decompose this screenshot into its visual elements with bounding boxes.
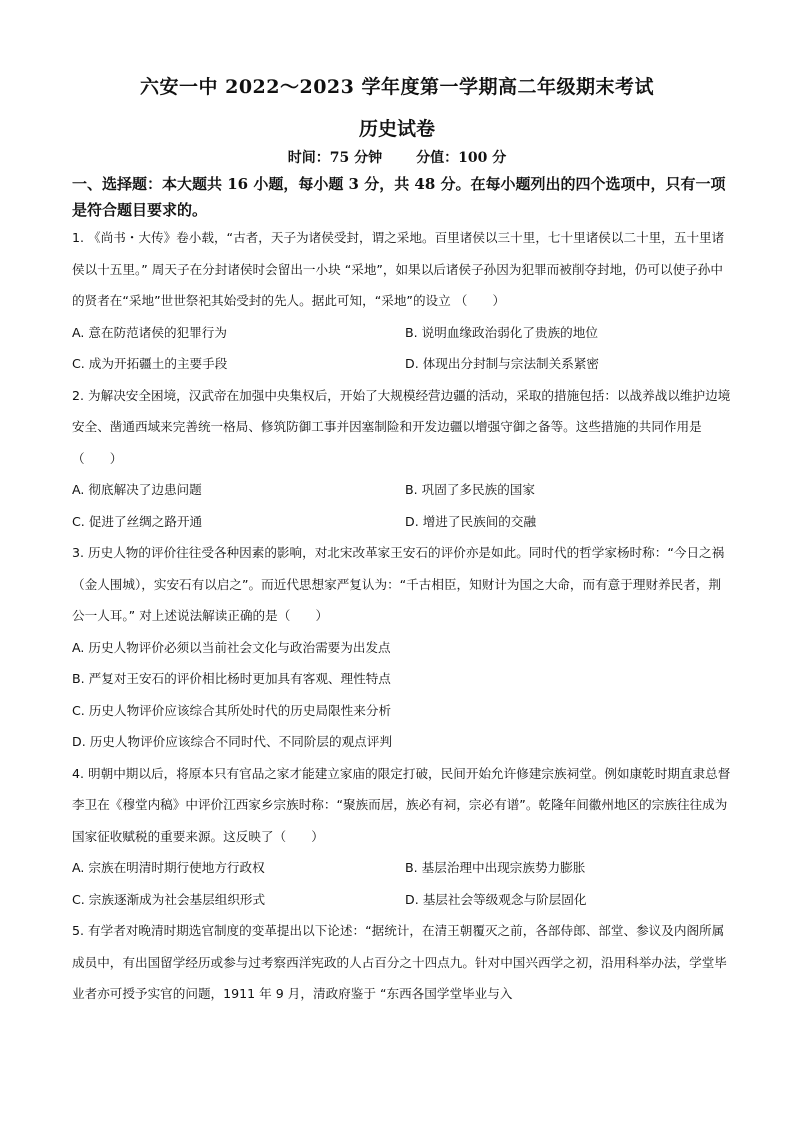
- exam-time: 时间：75 分钟: [287, 150, 383, 166]
- question-2: [72, 380, 732, 538]
- option-d: D. 基层社会等级观念与阶层固化: [405, 891, 587, 907]
- option-b: B. 严复对王安石的评价相比杨时更加具有客观、理性特点: [72, 671, 391, 686]
- option-a: A. 意在防范诸侯的犯罪行为: [72, 324, 227, 340]
- option-c: C. 宗族逐渐成为社会基层组织形式: [72, 891, 266, 907]
- section-heading: 一、选择题：本大题共 16 小题，每小题 3 分，共 48 分。在每小题列出的四个选项中，只有一项是符合题目要求的。: [72, 175, 726, 219]
- option-a: A. 彻底解决了边患问题: [72, 482, 202, 497]
- question-1: [72, 222, 732, 380]
- option-d: D. 历史人物评价应该综合不同时代、不同阶层的观点评判: [72, 734, 392, 749]
- exam-title: 六安一中 2022～2023 学年度第一学期高二年级期末考试: [140, 76, 654, 98]
- option-list: [72, 317, 732, 380]
- option-b: B. 巩固了多民族的国家: [405, 482, 535, 497]
- option-d: D. 体现出分封制与宗法制关系紧密: [405, 356, 600, 371]
- question-4: [72, 758, 732, 916]
- option-list: [72, 474, 732, 537]
- question-5: [72, 915, 732, 1010]
- question-3: [72, 537, 732, 758]
- exam-meta: [0, 147, 794, 167]
- question-stem: 3. 历史人物的评价往往受各种因素的影响，对北宋改革家王安石的评价亦是如此。同时代的哲学家杨时称：“今日之祸（金人围城），实安石有以启之”。而近代思想家严复认为：“千古相臣，知财计为国之大命，而有意于理财养民者，荆公一人耳。” 对上述说法解读正确的是（ ）: [72, 545, 725, 623]
- question-stem: 2. 为解决安全困境，汉武帝在加强中央集权后，开始了大规模经营边疆的活动，采取的措施包括：以战养战以维护边境安全、凿通西域来完善统一格局、修筑防御工事并因塞制险和开发边疆以增强守御之备等。这些措施的共同作用是（ ）: [72, 387, 731, 466]
- option-list: [72, 852, 732, 915]
- question-stem: 5. 有学者对晚清时期选官制度的变革提出以下论述：“据统计，在清王朝覆灭之前，各部侍郎、部堂、参议及内阁所属成员中，有出国留学经历或参与过考察西洋宪政的人占百分之十四点九。针对中国兴西学之初，沿用科举办法，学堂毕业者亦可授予实官的问题，1911 年 9 月，清政府鉴于 “东西各国学堂毕业与入: [72, 923, 727, 1001]
- option-list: [72, 632, 732, 758]
- option-c: C. 成为开拓疆土的主要手段: [72, 356, 228, 371]
- option-b: B. 基层治理中出现宗族势力膨胀: [405, 860, 586, 875]
- question-list: [72, 222, 732, 1010]
- exam-subject: 历史试卷: [358, 118, 435, 140]
- question-stem: 1. 《尚书・大传》卷小载，“古者，天子为诸侯受封，谓之采地。百里诸侯以三十里，七十里诸侯以二十里，五十里诸侯以十五里。” 周天子在分封诸侯时会留出一小块 “采地”，如果以后诸侯子孙因为犯罪而被削夺封地，仍可以使子孙中的贤者在“采地”世世祭祀其始受封的先人。据此可知，“采地”的设立 （ ）: [72, 230, 725, 308]
- exam-score: 分值：100 分: [416, 150, 507, 166]
- option-a: A. 宗族在明清时期行使地方行政权: [72, 860, 265, 875]
- option-b: B. 说明血缘政治弱化了贵族的地位: [405, 324, 598, 340]
- option-c: C. 历史人物评价应该综合其所处时代的历史局限性来分析: [72, 702, 392, 718]
- question-stem: 4. 明朝中期以后，将原本只有官品之家才能建立家庙的限定打破，民间开始允许修建宗族祠堂。例如康乾时期直隶总督李卫在《穆堂内稿》中评价江西家乡宗族时称：“聚族而居，族必有祠，宗必有谱”。乾隆年间徽州地区的宗族往往成为国家征收赋税的重要来源。这反映了（ ）: [72, 765, 731, 844]
- option-a: A. 历史人物评价必须以当前社会文化与政治需要为出发点: [72, 639, 391, 655]
- option-d: D. 增进了民族间的交融: [405, 513, 537, 529]
- option-c: C. 促进了丝绸之路开通: [72, 513, 203, 529]
